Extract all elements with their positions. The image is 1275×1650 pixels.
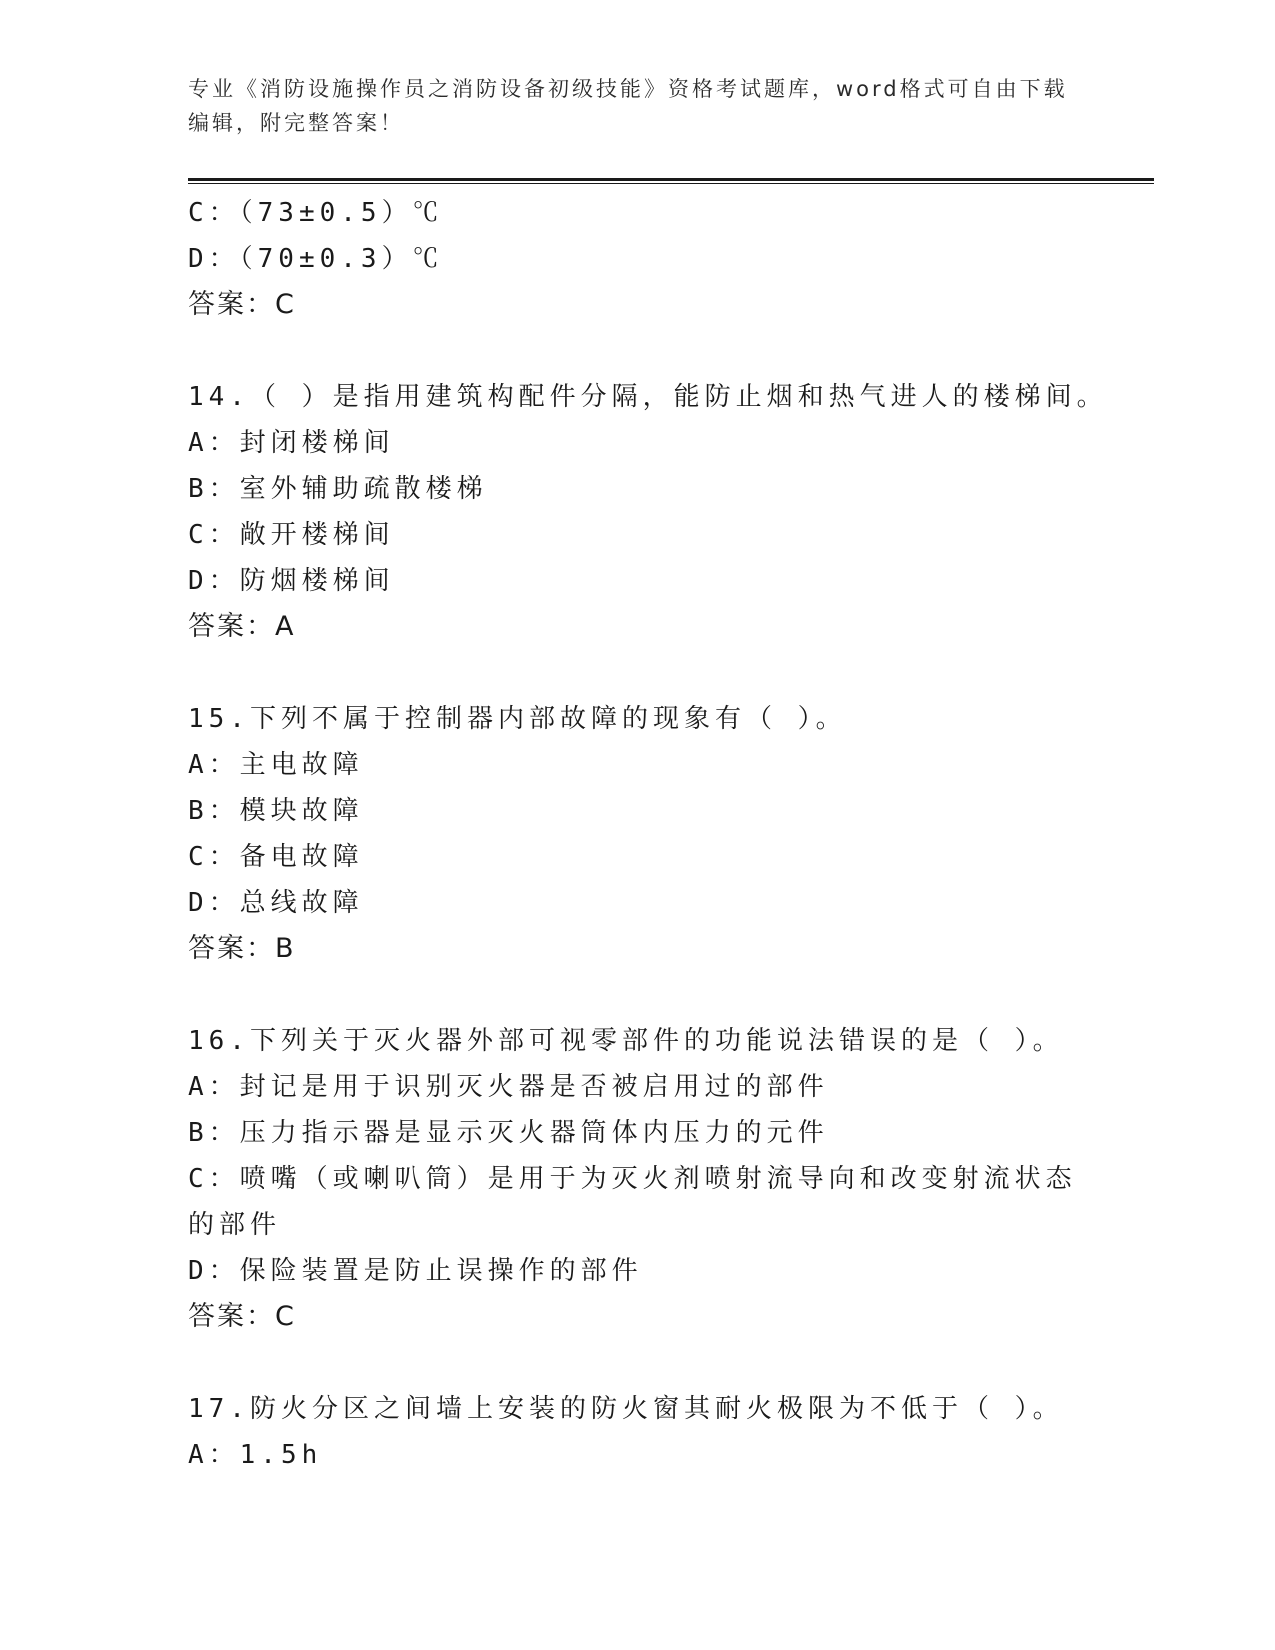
option-a: A：1.5h [188,1440,323,1470]
option-a: A：封记是用于识别灭火器是否被启用过的部件 [188,1072,829,1102]
option-b: B：压力指示器是显示灭火器筒体内压力的元件 [188,1118,829,1148]
spacer [188,328,1088,374]
option-c: C：敞开楼梯间 [188,520,395,550]
answer-line: 答案：B [188,933,296,964]
question-stem: 17.防火分区之间墙上安装的防火窗其耐火极限为不低于（ ）。 [188,1394,1064,1424]
question-stem: 15.下列不属于控制器内部故障的现象有（ ）。 [188,704,847,734]
spacer [188,650,1088,696]
option-d: D：（70±0.3）℃ [188,244,444,274]
option-d: D：总线故障 [188,888,364,918]
page-header: 专业《消防设施操作员之消防设备初级技能》资格考试题库，word格式可自由下载编辑，附完整答案！ [188,77,1068,135]
question-stem: 16.下列关于灭火器外部可视零部件的功能说法错误的是（ ）。 [188,1026,1064,1056]
option-c: C：备电故障 [188,842,364,872]
option-a: A：封闭楼梯间 [188,428,395,458]
option-d: D：防烟楼梯间 [188,566,395,596]
option-c: C：喷嘴（或喇叭筒）是用于为灭火剂喷射流导向和改变射流状态的部件 [188,1164,1077,1240]
question-content [188,190,1108,1478]
question-stem: 14.（ ）是指用建筑构配件分隔，能防止烟和热气进人的楼梯间。 [188,382,1108,412]
answer-line: 答案：C [188,289,296,320]
option-a: A：主电故障 [188,750,364,780]
answer-line: 答案：A [188,611,296,642]
header-rule-thick [188,178,1154,181]
answer-line: 答案：C [188,1301,296,1332]
option-d: D：保险装置是防止误操作的部件 [188,1256,643,1286]
header-rule-thin [188,183,1154,184]
option-b: B：室外辅助疏散楼梯 [188,474,488,504]
spacer [188,972,1088,1018]
option-b: B：模块故障 [188,796,364,826]
option-c: C：（73±0.5）℃ [188,198,444,228]
spacer [188,1340,1088,1386]
